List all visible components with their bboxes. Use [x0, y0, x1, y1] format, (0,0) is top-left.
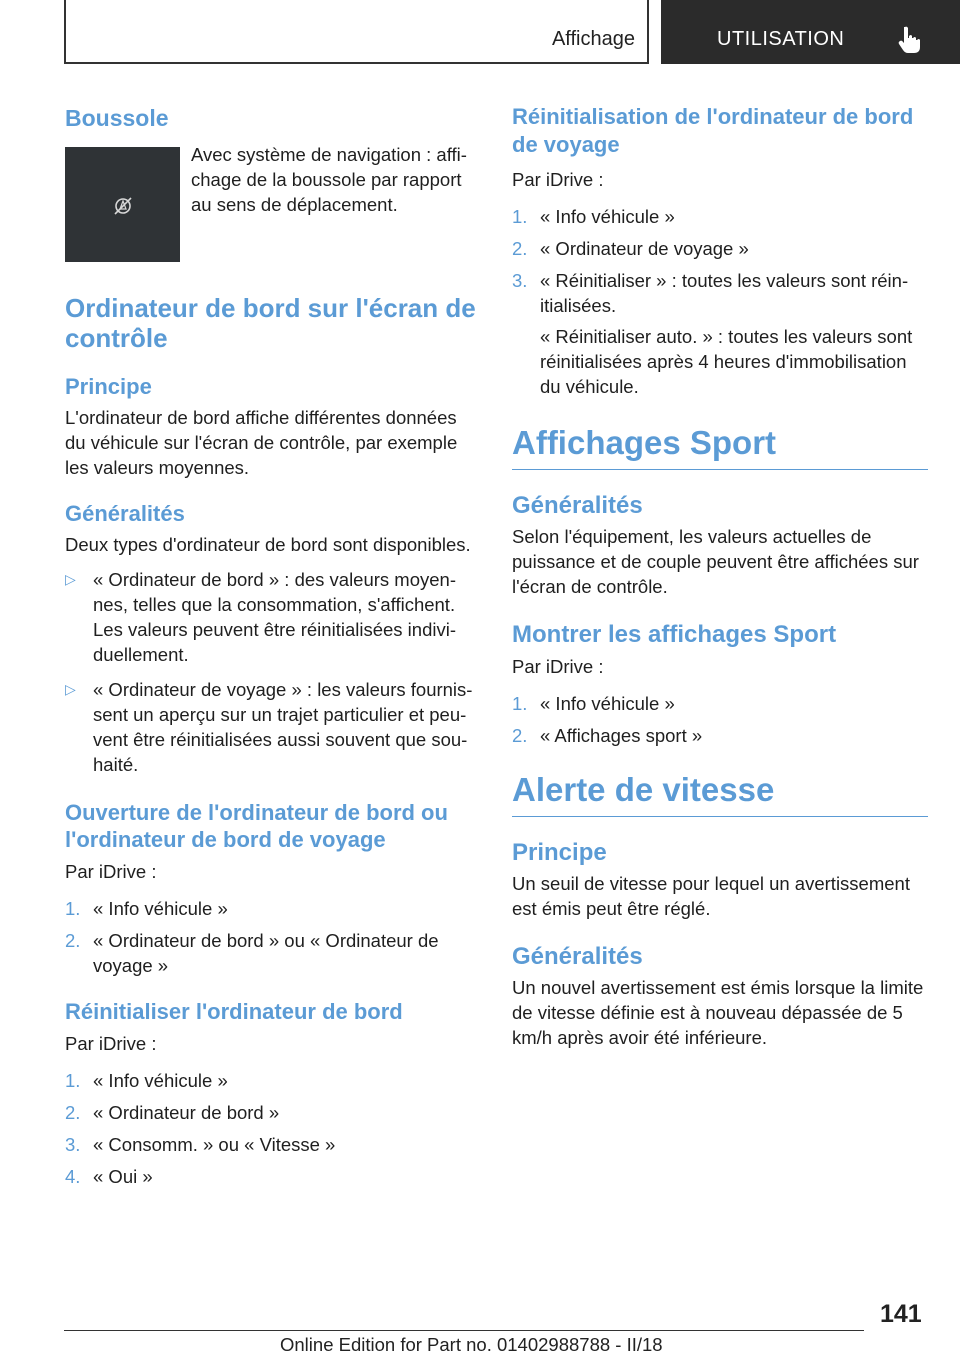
reinit-voyage-intro: Par iDrive :	[512, 169, 604, 190]
list-item: 3. « Réinitialiser » : toutes les valeurs sont réinitialisées. « Réinitialiser auto. » : toutes les valeurs sont réinitialisées après 4 heures d'immobilisation du véhicule.	[512, 268, 928, 399]
list-item: ▷ « Ordinateur de bord » : des valeurs moyennes, telles que la consommation, s'affichent. Les valeurs peuvent être réinitialisées individuellement.	[65, 569, 457, 665]
ouverture-steps	[65, 896, 480, 978]
sport-generalites-title: Généralités	[512, 492, 643, 519]
alerte-generalites-title: Généralités	[512, 943, 643, 970]
header-section-box	[64, 0, 649, 64]
list-item: 2. « Affichages sport »	[512, 725, 703, 746]
list-item: ▷ « Ordinateur de voyage » : les valeurs fournissent un aperçu sur un trajet particulier et peuvent être réinitialisées aussi souvent que souhaité.	[65, 679, 473, 775]
list-item: 2. « Ordinateur de bord » ou « Ordinateur de voyage »	[65, 930, 439, 976]
triangle-bullet-icon: ▷	[65, 681, 76, 697]
alerte-title: Alerte de vitesse	[512, 770, 928, 817]
hand-pointer-icon	[895, 24, 925, 54]
header-chapter-label: UTILISATION	[717, 28, 845, 50]
left-column	[65, 100, 480, 1196]
principe-text: L'ordinateur de bord affiche différentes données du véhicule sur l'écran de contrôle, par exemple les valeurs moyennes.	[65, 407, 458, 478]
list-item: 1. « Info véhicule »	[65, 898, 228, 919]
bullet-list	[65, 567, 480, 777]
boussole-text: Avec système de navigation : affichage de la boussole par rapport au sens de déplacement.	[191, 144, 467, 215]
footer-divider	[64, 1330, 864, 1331]
list-item: 1. « Info véhicule »	[512, 206, 675, 227]
list-item-subtext: « Réinitialiser auto. » : toutes les valeurs sont réinitialisées après 4 heures d'immobilisation du véhicule.	[540, 326, 913, 397]
boussole-title: Boussole	[65, 105, 169, 131]
list-item: 3. « Consomm. » ou « Vitesse »	[65, 1134, 336, 1155]
generalites-text: Deux types d'ordinateur de bord sont disponibles.	[65, 534, 471, 555]
reinit-title: Réinitialiser l'ordinateur de bord	[65, 999, 403, 1024]
list-item: 2. « Ordinateur de voyage »	[512, 238, 749, 259]
footer-edition: Online Edition for Part no. 01402988788 - II/18	[280, 1334, 663, 1355]
reinit-voyage-title: Réinitialisation de l'ordinateur de bord de voyage	[512, 104, 914, 157]
list-item: 1. « Info véhicule »	[65, 1070, 228, 1091]
header-section-label: Affichage	[551, 28, 635, 50]
principe-title: Principe	[65, 374, 152, 399]
alerte-principe-text: Un seuil de vitesse pour lequel un avertissement est émis peut être réglé.	[512, 873, 910, 919]
montrer-title: Montrer les affichages Sport	[512, 621, 837, 648]
reinit-steps	[65, 1068, 480, 1189]
right-column	[512, 100, 928, 1050]
compass-display-image	[65, 147, 180, 262]
list-item: 1. « Info véhicule »	[512, 693, 675, 714]
triangle-bullet-icon: ▷	[65, 571, 76, 587]
page-number: 141	[880, 1300, 922, 1328]
ouverture-intro: Par iDrive :	[65, 861, 157, 882]
reinit-intro: Par iDrive :	[65, 1033, 157, 1054]
boussole-section	[65, 100, 480, 265]
list-item: 4. « Oui »	[65, 1166, 153, 1187]
montrer-steps	[512, 691, 928, 748]
generalites-title: Généralités	[65, 501, 185, 526]
montrer-intro: Par iDrive :	[512, 656, 604, 677]
alerte-principe-title: Principe	[512, 839, 607, 866]
alerte-generalites-text: Un nouvel avertissement est émis lorsque la limite de vitesse définie est à nouveau dépassée de 5 km/h après avoir été inférieure.	[512, 977, 924, 1048]
sport-generalites-text: Selon l'équipement, les valeurs actuelles de puissance et de couple peuvent être affichées sur l'écran de contrôle.	[512, 526, 919, 597]
list-item: 2. « Ordinateur de bord »	[65, 1102, 280, 1123]
header-chapter-tab	[661, 0, 960, 64]
ouverture-title: Ouverture de l'ordinateur de bord ou l'ordinateur de bord de voyage	[65, 800, 448, 852]
sport-title: Affichages Sport	[512, 423, 928, 470]
compass-off-icon	[112, 195, 134, 217]
reinit-voyage-steps	[512, 204, 928, 399]
ordinateur-title: Ordinateur de bord sur l'écran de contrôle	[65, 293, 476, 353]
